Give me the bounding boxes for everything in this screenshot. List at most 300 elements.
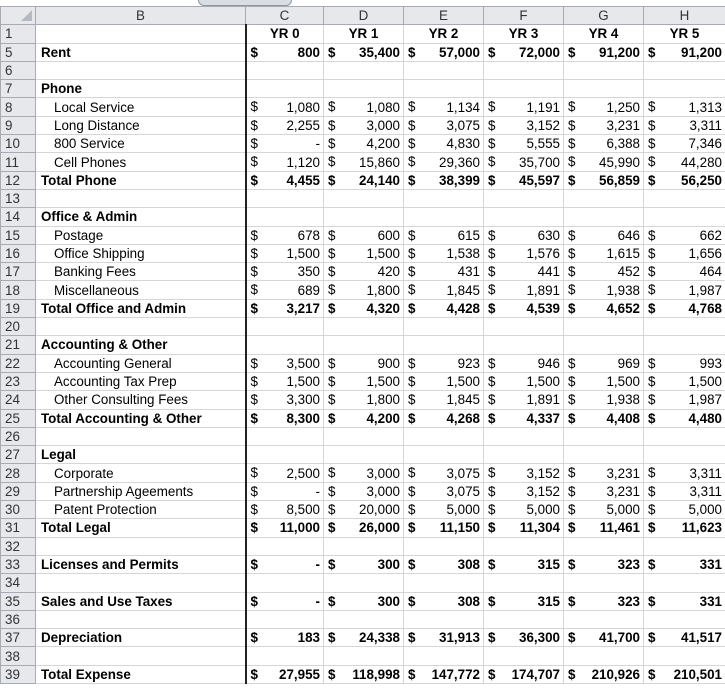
row-header[interactable]: 32 [1,537,36,555]
row-header[interactable]: 23 [1,372,36,390]
value-cell[interactable] [644,464,725,482]
value-cell[interactable] [324,318,404,336]
row-header[interactable]: 30 [1,501,36,519]
value-cell[interactable] [484,336,564,354]
row-label-cell[interactable]: 800 Service [36,135,246,153]
value-cell[interactable] [404,409,484,427]
row-header[interactable]: 34 [1,574,36,592]
value-cell[interactable] [324,610,404,628]
value-cell[interactable] [564,555,644,573]
value-cell[interactable] [564,409,644,427]
value-cell[interactable] [404,153,484,171]
value-cell[interactable] [484,482,564,500]
value-cell[interactable] [324,574,404,592]
value-cell[interactable] [484,391,564,409]
value-cell[interactable] [484,299,564,317]
value-cell[interactable] [564,244,644,262]
value-cell[interactable] [404,80,484,98]
value-cell[interactable] [484,208,564,226]
value-cell[interactable] [484,135,564,153]
value-cell[interactable] [404,336,484,354]
value-cell[interactable] [484,116,564,134]
value-cell[interactable] [484,409,564,427]
value-cell[interactable] [246,482,324,500]
value-cell[interactable] [404,189,484,207]
value-cell[interactable] [644,80,725,98]
value-cell[interactable] [484,354,564,372]
column-header[interactable]: B [36,7,246,25]
value-cell[interactable] [324,208,404,226]
value-cell[interactable] [246,537,324,555]
value-cell[interactable] [404,299,484,317]
row-label-cell[interactable]: Legal [36,446,246,464]
row-label-cell[interactable]: Total Office and Admin [36,299,246,317]
value-cell[interactable] [324,464,404,482]
row-label-cell[interactable]: Total Expense [36,665,246,683]
value-cell[interactable] [246,171,324,189]
value-cell[interactable] [644,391,725,409]
value-cell[interactable] [324,244,404,262]
value-cell[interactable] [644,629,725,647]
value-cell[interactable] [644,226,725,244]
value-cell[interactable] [484,629,564,647]
value-cell[interactable] [246,263,324,281]
value-cell[interactable] [644,98,725,116]
row-label-cell[interactable] [36,574,246,592]
column-header[interactable]: C [246,7,324,25]
row-header[interactable]: 24 [1,391,36,409]
value-cell[interactable] [404,354,484,372]
value-cell[interactable] [564,153,644,171]
value-cell[interactable] [404,482,484,500]
value-cell[interactable] [484,610,564,628]
row-header[interactable]: 10 [1,135,36,153]
value-cell[interactable] [404,665,484,683]
row-label-cell[interactable]: Cell Phones [36,153,246,171]
row-header[interactable]: 31 [1,519,36,537]
row-header[interactable]: 13 [1,189,36,207]
value-cell[interactable] [564,647,644,665]
value-cell[interactable] [644,501,725,519]
value-cell[interactable] [644,409,725,427]
row-label-cell[interactable] [36,189,246,207]
value-cell[interactable] [246,629,324,647]
value-cell[interactable] [404,98,484,116]
row-label-cell[interactable] [36,610,246,628]
value-cell[interactable] [246,336,324,354]
currency-symbol: $ [648,556,656,572]
value-cell[interactable] [246,43,324,61]
value-cell[interactable] [564,318,644,336]
value-cell[interactable] [404,61,484,79]
value-cell[interactable] [484,171,564,189]
value-cell[interactable] [644,263,725,281]
row-header[interactable]: 11 [1,153,36,171]
value-cell[interactable] [404,263,484,281]
value-cell[interactable] [246,574,324,592]
column-header[interactable]: H [644,7,725,25]
row-header[interactable]: 12 [1,171,36,189]
row-label-cell[interactable]: Phone [36,80,246,98]
value-cell[interactable] [324,116,404,134]
value-cell[interactable] [484,226,564,244]
row-label-cell[interactable]: Partnership Ageements [36,482,246,500]
row-label-cell[interactable]: Patent Protection [36,501,246,519]
value-cell[interactable] [404,318,484,336]
value-cell[interactable] [644,427,725,445]
row-header[interactable]: 20 [1,318,36,336]
value-cell[interactable] [564,263,644,281]
value-cell[interactable] [644,537,725,555]
value-cell[interactable] [484,318,564,336]
value-cell[interactable] [564,208,644,226]
row-header[interactable]: 36 [1,610,36,628]
row-label-cell[interactable]: Banking Fees [36,263,246,281]
value-cell[interactable] [404,208,484,226]
value-cell[interactable] [246,116,324,134]
value-cell[interactable] [484,281,564,299]
value-cell[interactable] [564,171,644,189]
value-cell[interactable] [644,135,725,153]
year-header-cell[interactable]: YR 4 [564,25,644,43]
row-label-cell[interactable]: Office & Admin [36,208,246,226]
row-header[interactable]: 33 [1,555,36,573]
select-all-corner[interactable] [1,7,36,25]
row-header[interactable]: 6 [1,61,36,79]
value-cell[interactable] [564,519,644,537]
value-cell[interactable] [246,555,324,573]
year-header-cell[interactable]: YR 0 [246,25,324,43]
value-cell[interactable] [484,574,564,592]
value-cell[interactable] [484,98,564,116]
row-header[interactable]: 16 [1,244,36,262]
value-cell[interactable] [324,263,404,281]
value-cell[interactable] [246,299,324,317]
value-cell[interactable] [324,446,404,464]
value-cell[interactable] [246,647,324,665]
row-label-cell[interactable]: Long Distance [36,116,246,134]
value-cell[interactable] [246,592,324,610]
row-header[interactable]: 19 [1,299,36,317]
value-cell[interactable] [484,61,564,79]
value-cell[interactable] [324,61,404,79]
value-cell[interactable] [644,354,725,372]
value-cell[interactable] [246,135,324,153]
value-cell[interactable] [246,281,324,299]
value-cell[interactable] [644,43,725,61]
value-cell[interactable] [404,391,484,409]
value-cell[interactable] [484,244,564,262]
value-cell[interactable] [564,336,644,354]
value-cell[interactable] [564,574,644,592]
value-cell[interactable] [564,43,644,61]
row-label-cell[interactable]: Total Phone [36,171,246,189]
value-cell[interactable] [644,208,725,226]
column-header[interactable]: D [324,7,404,25]
value-cell[interactable] [564,116,644,134]
row-header[interactable]: 35 [1,592,36,610]
value-cell[interactable] [404,135,484,153]
value-cell[interactable] [644,281,725,299]
row-label-cell[interactable] [36,427,246,445]
value-cell[interactable] [644,299,725,317]
value-cell[interactable] [644,318,725,336]
value-cell[interactable] [324,629,404,647]
row-header[interactable]: 29 [1,482,36,500]
value-cell[interactable] [246,427,324,445]
value-cell[interactable] [324,98,404,116]
value-cell[interactable] [404,647,484,665]
value-cell[interactable] [644,592,725,610]
row-label-cell[interactable] [36,647,246,665]
value-cell[interactable] [324,592,404,610]
value-cell[interactable] [246,153,324,171]
value-cell[interactable] [324,555,404,573]
value-cell[interactable] [324,409,404,427]
value-cell[interactable] [246,519,324,537]
value-cell[interactable] [644,244,725,262]
value-cell[interactable] [564,135,644,153]
value-cell[interactable] [246,610,324,628]
row-label-cell[interactable] [36,537,246,555]
value-cell[interactable] [564,98,644,116]
value-cell[interactable] [246,354,324,372]
column-header[interactable]: G [564,7,644,25]
value-cell[interactable] [324,153,404,171]
row-label-cell[interactable]: Total Legal [36,519,246,537]
value-cell[interactable] [404,281,484,299]
currency-symbol: $ [568,227,576,243]
row-header[interactable]: 8 [1,98,36,116]
value-cell[interactable] [564,427,644,445]
value-cell[interactable] [564,372,644,390]
value-cell[interactable] [644,574,725,592]
value-cell[interactable] [324,537,404,555]
value-cell[interactable] [246,61,324,79]
value-cell[interactable] [644,189,725,207]
row-label-cell[interactable]: Postage [36,226,246,244]
value-cell[interactable] [484,464,564,482]
value-cell[interactable] [484,153,564,171]
value-cell[interactable] [246,208,324,226]
value-cell[interactable] [484,43,564,61]
value-cell[interactable] [564,501,644,519]
column-header[interactable]: F [484,7,564,25]
row-header[interactable]: 9 [1,116,36,134]
column-header[interactable]: E [404,7,484,25]
value-cell[interactable] [324,501,404,519]
value-cell[interactable] [404,171,484,189]
value-cell[interactable] [564,610,644,628]
row-label-cell[interactable]: Accounting General [36,354,246,372]
value-cell[interactable] [484,263,564,281]
value-cell[interactable] [324,299,404,317]
row-header[interactable]: 26 [1,427,36,445]
value-cell[interactable] [564,446,644,464]
row-label-cell[interactable]: Corporate [36,464,246,482]
value-cell[interactable] [484,372,564,390]
row-label-cell[interactable]: Licenses and Permits [36,555,246,573]
value-cell[interactable] [404,592,484,610]
row-label-cell[interactable]: Accounting & Other [36,336,246,354]
row-header[interactable]: 27 [1,446,36,464]
value-cell[interactable] [564,80,644,98]
row-header[interactable]: 22 [1,354,36,372]
value-cell[interactable] [484,555,564,573]
value-cell[interactable] [404,226,484,244]
cell[interactable] [36,25,246,43]
row-header[interactable]: 28 [1,464,36,482]
value-cell[interactable] [644,61,725,79]
row-header[interactable]: 38 [1,647,36,665]
value-cell[interactable] [484,427,564,445]
value-cell[interactable] [246,391,324,409]
value-cell[interactable] [564,189,644,207]
value-cell[interactable] [404,501,484,519]
row-label-cell[interactable] [36,318,246,336]
value-cell[interactable] [246,464,324,482]
row-label-cell[interactable]: Sales and Use Taxes [36,592,246,610]
value-cell[interactable] [644,647,725,665]
row-header[interactable]: 37 [1,629,36,647]
year-header-cell[interactable]: YR 2 [404,25,484,43]
value-cell[interactable] [246,372,324,390]
value-cell[interactable] [484,519,564,537]
row-label-cell[interactable]: Other Consulting Fees [36,391,246,409]
row-header[interactable]: 14 [1,208,36,226]
value-cell[interactable] [644,116,725,134]
value-cell[interactable] [404,446,484,464]
value-cell[interactable] [644,446,725,464]
value-cell[interactable] [324,519,404,537]
value-cell[interactable] [564,354,644,372]
value-cell[interactable] [564,482,644,500]
value-cell[interactable] [644,336,725,354]
row-header[interactable]: 39 [1,665,36,683]
value-cell[interactable] [324,281,404,299]
value-cell[interactable] [324,427,404,445]
row-label-cell[interactable]: Total Accounting & Other [36,409,246,427]
value-cell[interactable] [404,43,484,61]
value-cell[interactable] [246,501,324,519]
value-cell[interactable] [644,153,725,171]
row-header[interactable]: 1 [1,25,36,43]
value-cell[interactable] [644,372,725,390]
row-header[interactable]: 17 [1,263,36,281]
value-cell[interactable] [404,574,484,592]
value-cell[interactable] [246,446,324,464]
value-cell[interactable] [644,482,725,500]
row-header[interactable]: 7 [1,80,36,98]
value-cell[interactable] [484,80,564,98]
value-cell[interactable] [484,537,564,555]
row-label-cell[interactable]: Miscellaneous [36,281,246,299]
value-cell[interactable] [564,537,644,555]
value-cell[interactable] [564,226,644,244]
value-cell[interactable] [404,116,484,134]
row-header[interactable]: 18 [1,281,36,299]
value-cell[interactable] [564,281,644,299]
value-cell[interactable] [564,592,644,610]
value-cell[interactable] [404,519,484,537]
value-cell[interactable] [484,446,564,464]
value-cell[interactable] [484,665,564,683]
value-cell[interactable] [246,226,324,244]
value-cell[interactable] [324,171,404,189]
value-cell[interactable] [404,427,484,445]
value-cell[interactable] [246,244,324,262]
value-cell[interactable] [644,610,725,628]
value-cell[interactable] [324,391,404,409]
row-label-cell[interactable]: Depreciation [36,629,246,647]
row-label-cell[interactable]: Accounting Tax Prep [36,372,246,390]
value-cell[interactable] [564,299,644,317]
value-cell[interactable] [324,135,404,153]
value-cell[interactable] [484,189,564,207]
value-cell[interactable] [324,80,404,98]
row-header[interactable]: 21 [1,336,36,354]
value-cell[interactable] [404,372,484,390]
value-cell[interactable] [484,592,564,610]
value-cell[interactable] [564,629,644,647]
value-cell[interactable] [404,537,484,555]
row-label-cell[interactable]: Local Service [36,98,246,116]
row-header[interactable]: 5 [1,43,36,61]
year-header-cell[interactable]: YR 5 [644,25,725,43]
value-cell[interactable] [246,80,324,98]
value-cell[interactable] [246,189,324,207]
value-cell[interactable] [404,610,484,628]
value-cell[interactable] [484,647,564,665]
value-cell[interactable] [404,464,484,482]
value-cell[interactable] [324,372,404,390]
row-label-cell[interactable]: Office Shipping [36,244,246,262]
value-cell[interactable] [564,391,644,409]
value-cell[interactable] [246,318,324,336]
row-header[interactable]: 25 [1,409,36,427]
row-header[interactable]: 15 [1,226,36,244]
value-cell[interactable] [404,555,484,573]
value-cell[interactable] [324,336,404,354]
value-cell[interactable] [324,647,404,665]
value-cell[interactable] [564,665,644,683]
value-cell[interactable] [484,501,564,519]
value-cell[interactable] [644,665,725,683]
amount: 174,707 [511,666,560,682]
value-cell[interactable] [324,226,404,244]
value-cell[interactable] [644,519,725,537]
value-cell[interactable] [324,354,404,372]
row-label-cell[interactable] [36,61,246,79]
value-cell[interactable] [404,629,484,647]
value-cell[interactable] [324,482,404,500]
value-cell[interactable] [246,665,324,683]
value-cell[interactable] [246,409,324,427]
value-cell[interactable] [564,464,644,482]
value-cell[interactable] [324,43,404,61]
row-label-cell[interactable]: Rent [36,43,246,61]
year-header-cell[interactable]: YR 3 [484,25,564,43]
value-cell[interactable] [644,555,725,573]
value-cell[interactable] [404,244,484,262]
year-header-cell[interactable]: YR 1 [324,25,404,43]
value-cell[interactable] [324,189,404,207]
value-cell[interactable] [324,665,404,683]
amount: 3,311 [689,117,722,133]
value-cell[interactable] [564,61,644,79]
value-cell[interactable] [644,171,725,189]
value-cell[interactable] [246,98,324,116]
